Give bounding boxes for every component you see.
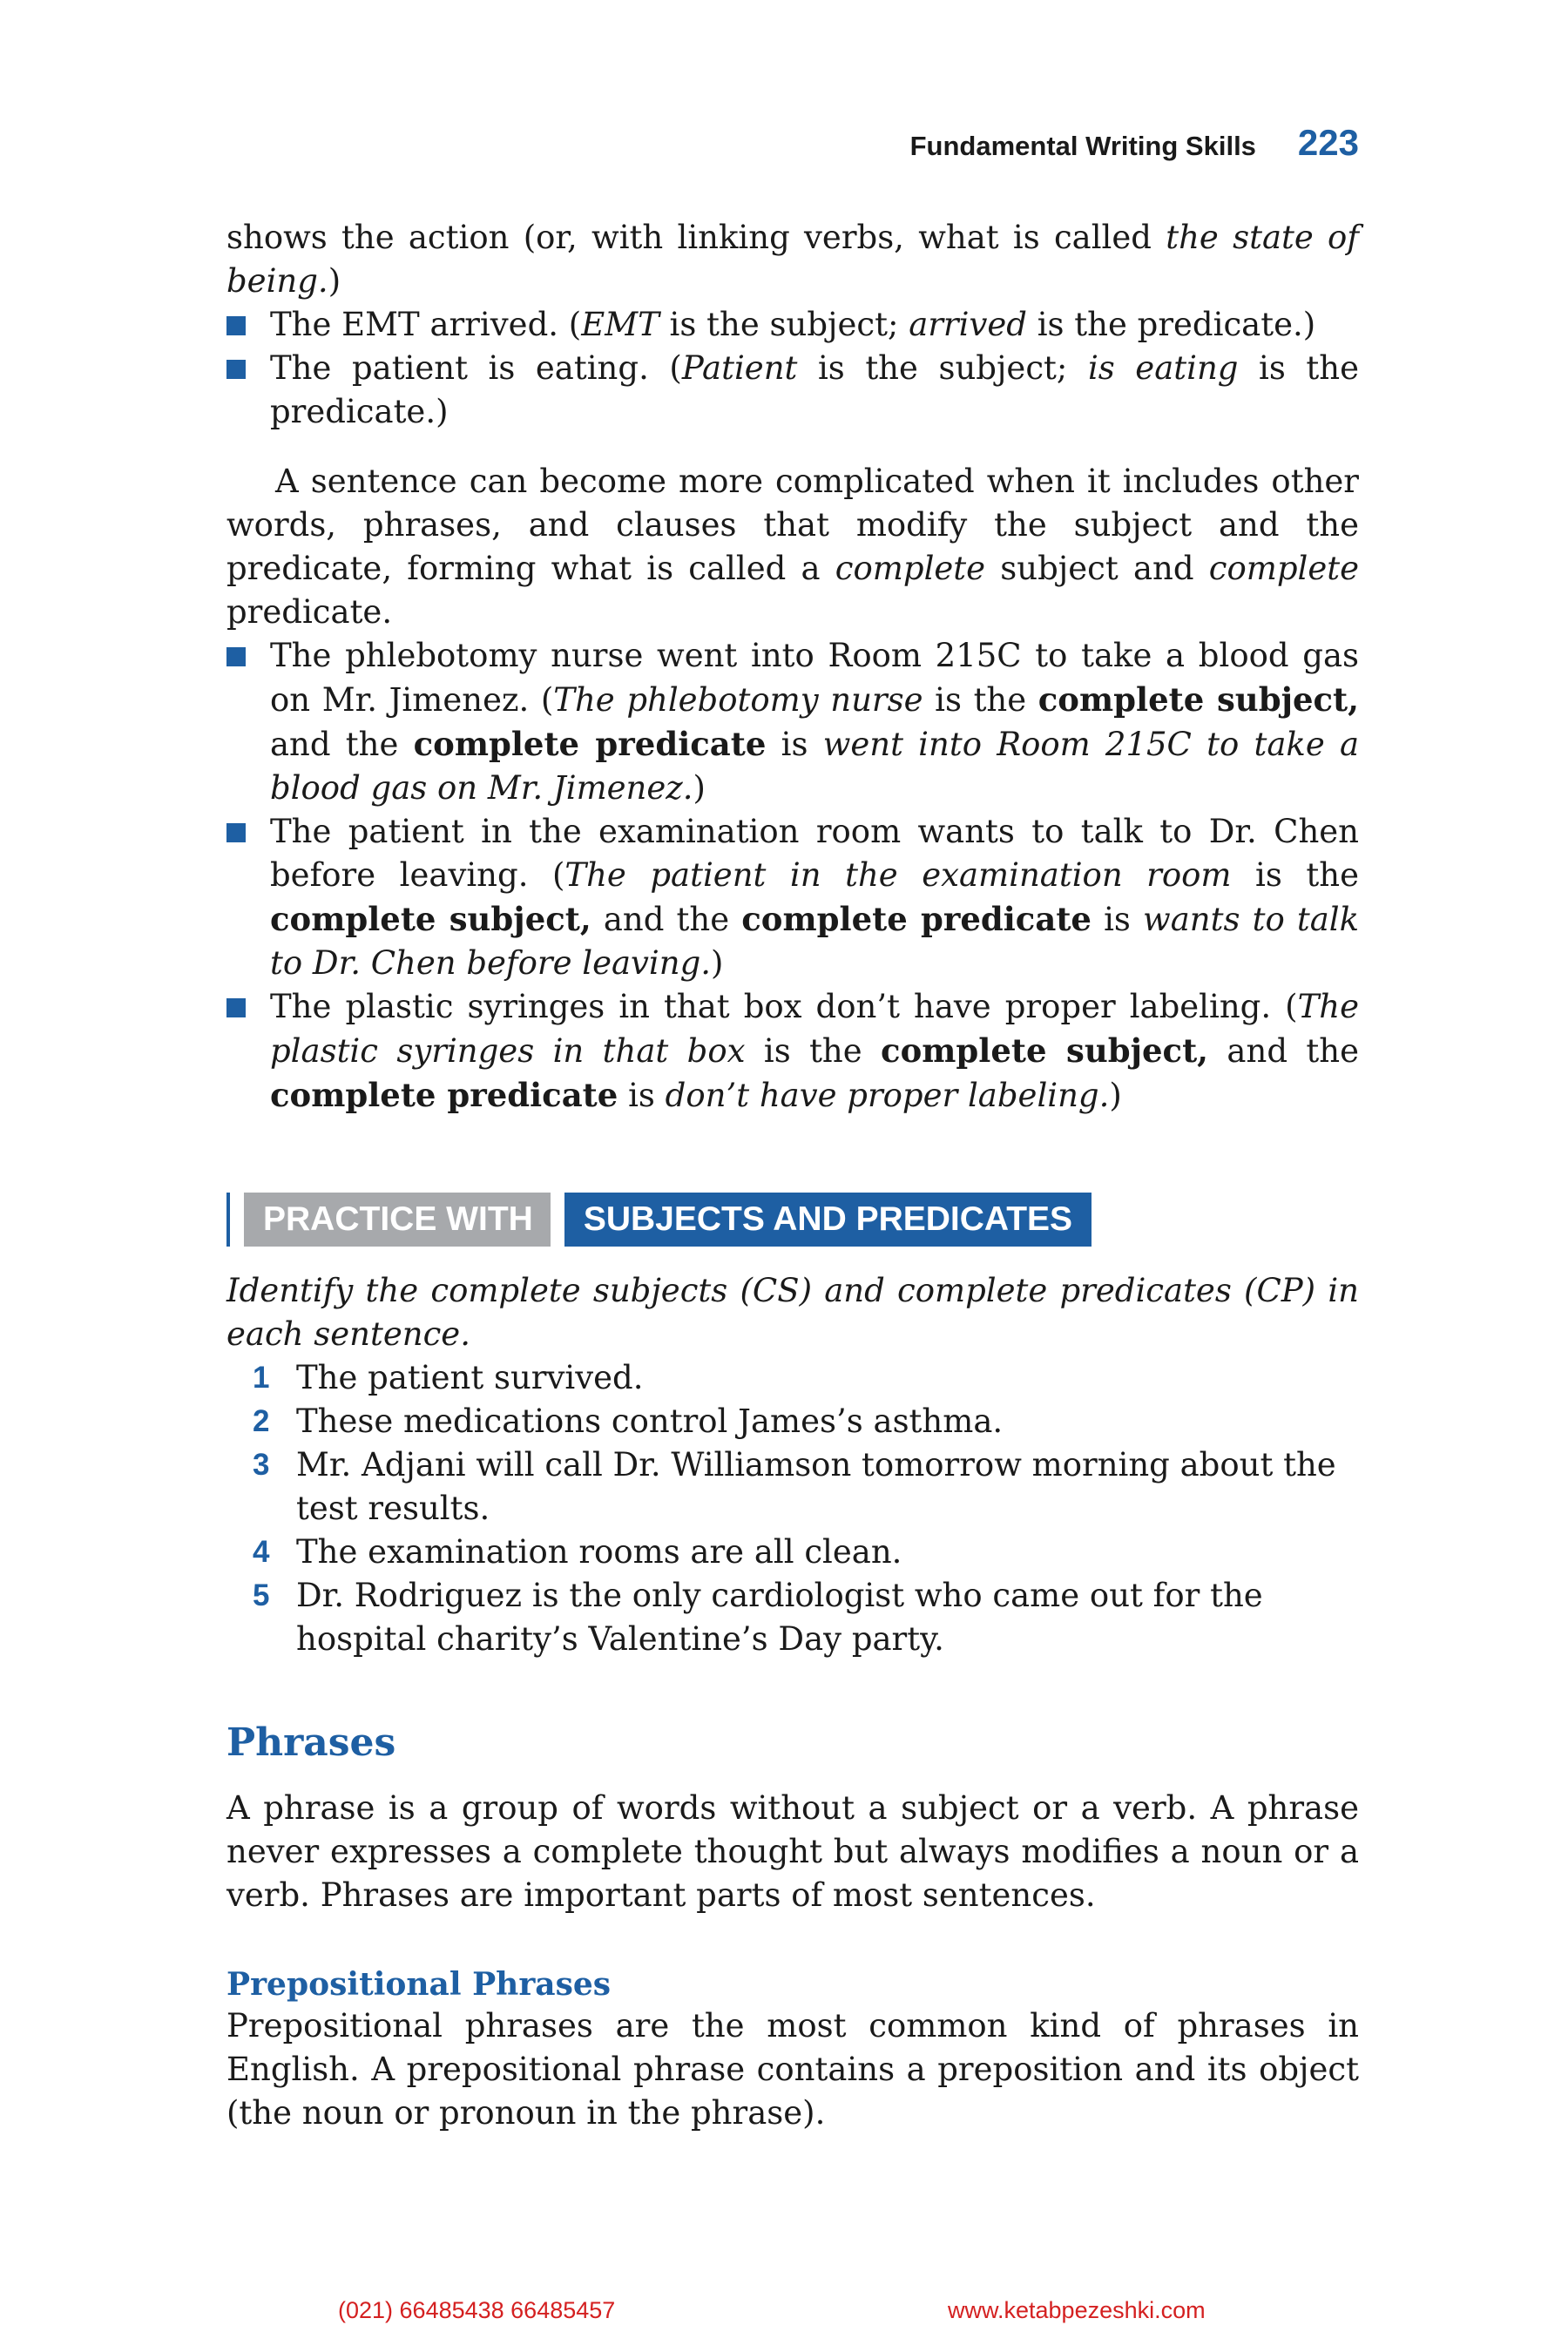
intro-text: shows the action (or, with linking verbs, what is called: [226, 219, 1166, 256]
section-heading-phrases: Phrases: [226, 1720, 396, 1765]
square-bullet-icon: [226, 316, 246, 335]
item-number: 1: [253, 1361, 270, 1395]
footer-website: www.ketabpezeshki.com: [948, 2297, 1206, 2323]
list-item: 4 The examination rooms are all clean.: [226, 1531, 1359, 1574]
square-bullet-icon: [226, 823, 246, 842]
footer-phone: (021) 66485438 66485457: [338, 2297, 616, 2323]
practice-list: [226, 1356, 1359, 1661]
subsection-heading-prepositional: Prepositional Phrases: [226, 1966, 612, 2003]
page-footer: [0, 2297, 1568, 2332]
square-bullet-icon: [226, 647, 246, 666]
item-number: 2: [253, 1404, 270, 1438]
intro-close: ): [328, 262, 341, 300]
intro-paragraph: [226, 216, 1359, 303]
book-page: [226, 0, 1359, 2352]
list-item: 5 Dr. Rodriguez is the only cardiologist who came out for the hospital charity’s Valentine’s Day party.: [226, 1574, 1359, 1661]
banner-accent-bar: [226, 1193, 230, 1247]
list-item: The EMT arrived. (EMT is the subject; arrived is the predicate.): [226, 303, 1359, 347]
list-item: The patient is eating. (Patient is the subject; is eating is the predicate.): [226, 347, 1359, 434]
intro-emphasis: the state of being.: [226, 219, 1359, 300]
running-header: [910, 122, 1359, 164]
item-number: 5: [253, 1578, 270, 1612]
running-title: Fundamental Writing Skills: [909, 131, 1256, 161]
list-item: The patient in the examination room wants to talk to Dr. Chen before leaving. (The patient in the examination room is the complete subject, and the complete predicate is wants to talk to Dr. Chen before leaving.): [226, 810, 1359, 985]
example-list-complete: [226, 634, 1359, 1118]
practice-topic: SUBJECTS AND PREDICATES: [564, 1193, 1092, 1247]
practice-instruction: Identify the complete subjects (CS) and complete predicates (CP) in each sentence.: [226, 1272, 1359, 1353]
complete-subject-paragraph: A sentence can become more complicated when it includes other words, phrases, and clauses that modify the subject and the predicate, forming what is called a complete subject and complete predicate.: [226, 463, 1359, 631]
practice-label: PRACTICE WITH: [244, 1193, 551, 1247]
list-item: 3 Mr. Adjani will call Dr. Williamson tomorrow morning about the test results.: [226, 1443, 1359, 1531]
square-bullet-icon: [226, 360, 246, 379]
item-number: 4: [253, 1535, 270, 1569]
phrases-paragraph: A phrase is a group of words without a subject or a verb. A phrase never expresses a complete thought but always modifies a noun or a verb. Phrases are important parts of most sentences.: [226, 1789, 1359, 1914]
list-item: 2 These medications control James’s asthma.: [226, 1400, 1359, 1443]
page-number: 223: [1297, 122, 1359, 163]
list-item: 1 The patient survived.: [226, 1356, 1359, 1400]
page-body: [226, 216, 1359, 2135]
item-number: 3: [253, 1448, 270, 1482]
example-list-simple: [226, 303, 1359, 434]
list-item: The plastic syringes in that box don’t have proper labeling. (The plastic syringes in that box is the complete subject, and the complete predicate is don’t have proper labeling.): [226, 985, 1359, 1118]
list-item: The phlebotomy nurse went into Room 215C to take a blood gas on Mr. Jimenez. (The phlebotomy nurse is the complete subject, and the complete predicate is went into Room 215C to take a blood gas on Mr. Jimenez.): [226, 634, 1359, 810]
prepositional-paragraph: Prepositional phrases are the most common kind of phrases in English. A prepositional phrase contains a preposition and its object (the noun or pronoun in the phrase).: [226, 2007, 1359, 2132]
practice-banner: [226, 1193, 1359, 1247]
square-bullet-icon: [226, 998, 246, 1017]
